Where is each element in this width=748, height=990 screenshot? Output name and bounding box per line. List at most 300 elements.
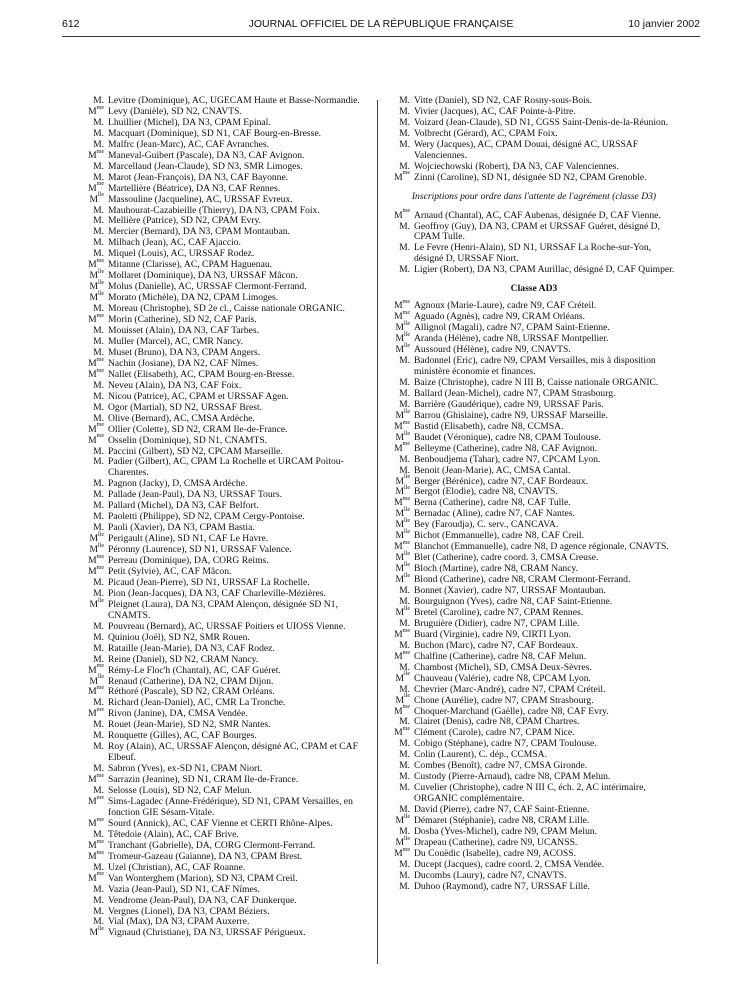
entry-text: Pouvreau (Bernard), AC, URSSAF Poitiers et UIOSS Vienne. [108, 620, 346, 632]
entry-text: Clément (Carole), cadre N7, CPAM Nice. [414, 727, 575, 739]
civility: M. [399, 683, 410, 695]
civility: $M^{me}$ [88, 772, 104, 786]
entry-text: Baudet (Véronique), cadre N8, CPAM Toulouse. [414, 431, 601, 443]
civility: M. [93, 697, 104, 709]
list-item [80, 403, 368, 414]
list-item [80, 871, 368, 885]
list-item [386, 671, 682, 685]
civility: $M^{lle}$ [395, 572, 410, 586]
entry-text: Badonnel (Eric), cadre N9, CPAM Versailles, mis à disposition ministère économie et finances. [414, 355, 656, 377]
civility: M. [399, 105, 410, 117]
entry-text: Vial (Max), DA N3, CPAM Auxerre. [108, 916, 250, 928]
entry-text: Buchon (Marc), cadre N7, CAF Bordeaux. [414, 639, 579, 651]
entry-text: Quiniou (Joël), SD N2, SMR Rouen. [108, 631, 250, 643]
civility: M. [93, 861, 104, 873]
entry-text: Allignol (Magali), cadre N7, CPAM Saint-Etienne. [414, 322, 610, 334]
entry-text: Blond (Catherine), cadre N8, CRAM Clermont-Ferrand. [414, 574, 631, 586]
civility: M. [93, 576, 104, 588]
civility: M. [93, 401, 104, 413]
civility: M. [93, 138, 104, 150]
civility: $M^{lle}$ [395, 507, 410, 520]
entry-text: Vazia (Jean-Paul), SD N1, CAF Nîmes. [108, 883, 260, 895]
civility: $M^{lle}$ [395, 430, 410, 443]
list-item [386, 170, 682, 184]
entry-text: Aguado (Agnès), cadre N9, CRAM Orléans. [414, 311, 586, 323]
civility: $M^{me}$ [88, 367, 104, 380]
list-item [80, 644, 368, 655]
entry-text: Mauhourat-Cazabieille (Thierry), DA N3, CPAM Foix. [108, 204, 320, 216]
entry-text: Mercier (Bernard), DA N3, CPAM Montauban. [108, 226, 290, 238]
entry-text: Wojciechowski (Robert), DA N3, CAF Valenciennes. [414, 160, 619, 172]
civility: $M^{me}$ [88, 553, 104, 567]
entry-text: Levitre (Dominique), AC, UGECAM Haute et Basse-Normandie. [108, 95, 360, 106]
civility: $M^{lle}$ [395, 671, 410, 684]
right-top-list [386, 96, 682, 184]
civility: M. [93, 500, 104, 512]
entry-text: Buard (Virginie), cadre N9, CIRTI Lyon. [414, 628, 571, 640]
civility: M. [93, 741, 104, 753]
entry-text: Dosba (Yves-Michel), cadre N9, CPAM Melun. [414, 826, 598, 837]
civility: M. [93, 511, 104, 523]
list-item [386, 356, 682, 378]
civility: M. [93, 171, 104, 183]
entry-text: Barrou (Ghislaine), cadre N9, URSSAF Marseille. [414, 409, 608, 421]
entry-text: Macquart (Dominique), SD N1, CAF Bourg-en-Bresse. [108, 127, 321, 139]
header-rule [62, 36, 700, 37]
civility: $M^{me}$ [394, 704, 410, 717]
civility: $M^{lle}$ [395, 474, 410, 487]
list-item [80, 422, 368, 436]
entry-text: Volbrecht (Gérard), AC, CPAM Foix. [414, 127, 558, 139]
entry-text: Aussourd (Hélène), cadre N9, CNAVTS. [414, 344, 571, 356]
list-item [80, 173, 368, 184]
entry-text: Colin (Laurent), C. dép., CCMSA. [414, 749, 547, 761]
civility: M. [93, 215, 104, 227]
civility: M. [93, 445, 104, 457]
civility: $M^{me}$ [394, 846, 410, 859]
entry-text: Têtedoie (Alain), AC, CAF Brive. [108, 828, 239, 840]
civility: $M^{me}$ [394, 627, 410, 640]
entry-text: Marcellaud (Jean-Claude), SD N3, SMR Limoges. [108, 160, 303, 172]
civility: $M^{lle}$ [89, 926, 104, 939]
entry-text: Ogor (Martial), SD N2, URSSAF Brest. [108, 401, 263, 413]
entry-text: Réthoré (Pascale), SD N2, CRAM Orléans. [108, 686, 275, 698]
entry-text: Pion (Jean-Jacques), DA N3, CAF Charleville-Mézières. [108, 587, 326, 599]
entry-text: Cuvelier (Christophe), cadre N III C, éch. 2, AC intérimaire, ORGANIC complémentaire. [414, 782, 646, 805]
civility: M. [399, 738, 410, 750]
entry-text: Mellière (Patrice), SD N2, CPAM Evry. [108, 215, 262, 227]
entry-text: Pagnon (Jacky), D, CMSA Ardèche. [108, 478, 248, 490]
list-item [386, 140, 682, 162]
list-item [80, 192, 368, 206]
civility: $M^{me}$ [88, 794, 104, 807]
civility: $M^{me}$ [394, 441, 410, 454]
entry-text: Blanchot (Emmanuelle), cadre N8, D agence régionale, CNAVTS. [414, 541, 669, 553]
civility: $M^{lle}$ [395, 408, 410, 421]
civility: M. [93, 916, 104, 928]
entry-text: Lhuillier (Michel), DA N3, CPAM Epinal. [108, 116, 271, 128]
civility: M. [93, 478, 104, 490]
entry-text: Bourguignon (Yves), cadre N8, CAF Saint-Etienne. [414, 595, 613, 607]
entry-text: Voizard (Jean-Claude), SD N1, CGSS Saint-Denis-de-la-Réunion. [414, 116, 669, 128]
entry-text: Perigault (Aline), SD N1, CAF Le Havre. [108, 533, 269, 545]
civility: M. [93, 116, 104, 128]
list-item [80, 181, 368, 195]
entry-text: Muset (Bruno), DA N3, CPAM Angers. [108, 346, 261, 358]
civility: M. [93, 127, 104, 139]
entry-text: Chambost (Michel), SD, CMSA Deux-Sèvres. [414, 661, 592, 673]
civility: M. [93, 335, 104, 347]
right-column [386, 96, 682, 893]
entry-text: Custody (Pierre-Arnaud), cadre N8, CPAM Melun. [414, 771, 611, 783]
entry-text: Geoffroy (Guy), DA N3, CPAM et URSSAF Guéret, désigné D, CPAM Tulle. [414, 220, 660, 243]
entry-text: Picaud (Jean-Pierre), SD N1, URSSAF La Rochelle. [108, 576, 310, 588]
entry-text: Le Fevre (Henri-Alain), SD N1, URSSAF La Roche-sur-Yon, désigné D, URSSAF Niort. [414, 242, 652, 265]
civility: M. [93, 456, 104, 468]
page-number: 612 [62, 18, 80, 30]
entry-text: Pallade (Jean-Paul), DA N3, URSSAF Tours. [108, 489, 282, 501]
entry-text: Chevrier (Marc-André), cadre N7, CPAM Créteil. [414, 683, 606, 695]
entry-text: Sarrazin (Jeanine), SD N1, CRAM Ile-de-France. [108, 774, 299, 786]
civility: $M^{me}$ [88, 312, 104, 326]
entry-text: Martellière (Béatrice), DA N3, CAF Rennes. [108, 182, 281, 194]
civility: $M^{lle}$ [89, 597, 104, 610]
civility: $M^{lle}$ [395, 835, 410, 848]
civility: M. [93, 390, 104, 402]
civility: M. [399, 760, 410, 772]
civility: $M^{me}$ [88, 433, 104, 446]
civility: M. [399, 387, 410, 399]
civility: M. [93, 587, 104, 599]
entry-text: Rivon (Janine), DA, CMSA Vendée. [108, 708, 248, 720]
civility: M. [399, 661, 410, 673]
civility: M. [399, 464, 410, 476]
entry-text: Perreau (Dominique), DA, CORG Reims. [108, 555, 269, 567]
entry-text: Drapeau (Catherine), cadre N9, UCANSS. [414, 836, 578, 848]
entry-text: Marot (Jean-François), DA N3, CAF Bayonne. [108, 171, 289, 183]
list-item [386, 783, 682, 805]
civility: $M^{me}$ [394, 540, 410, 553]
entry-text: Bergot (Elodie), cadre N8, CNAVTS. [414, 486, 558, 498]
entry-text: Bernadac (Aline), cadre N7, CAF Nantes. [414, 508, 575, 520]
civility: M. [399, 127, 410, 139]
entry-text: Vignaud (Christiane), DA N3, URSSAF Périgueux. [108, 927, 306, 939]
civility: $M^{lle}$ [89, 531, 104, 545]
civility: $M^{me}$ [88, 871, 104, 884]
entry-text: Moreau (Christophe), SD 2e cl., Caisse nationale ORGANIC. [108, 303, 345, 315]
civility: M. [93, 226, 104, 238]
entry-text: Benoit (Jean-Marie), AC, CMSA Cantal. [414, 464, 571, 476]
civility: M. [399, 355, 410, 367]
civility: $M^{me}$ [394, 299, 410, 312]
entry-text: Rouquette (Gilles), AC, CAF Bourges. [108, 730, 257, 742]
civility: $M^{lle}$ [89, 674, 104, 687]
civility: M. [93, 730, 104, 742]
civility: M. [93, 237, 104, 249]
entry-text: Malfrc (Jean-Marc), AC, CAF Avranches. [108, 138, 270, 150]
entry-text: Renaud (Catherine), DA N2, CPAM Dijon. [108, 675, 274, 687]
civility: M. [399, 398, 410, 410]
entry-text: Maneval-Guibert (Pascale), DA N3, CAF Avignon. [108, 149, 305, 161]
entry-text: Bey (Faroudja), C. serv., CANCAVA. [414, 519, 559, 531]
civility: M. [399, 116, 410, 128]
civility: $M^{lle}$ [89, 192, 104, 205]
list-item [80, 794, 368, 819]
civility: M. [399, 880, 410, 892]
entry-text: Bonnet (Xavier), cadre N7, URSSAF Montauban. [414, 585, 606, 597]
entry-text: Chauveau (Valérie), cadre N8, CPCAM Lyon. [414, 672, 591, 684]
list-item [80, 597, 368, 622]
civility: M. [399, 639, 410, 651]
entry-text: Nicou (Patrice), AC, CPAM et URSSAF Agen. [108, 390, 289, 402]
civility: M. [399, 617, 410, 629]
civility: M. [93, 883, 104, 895]
civility: M. [93, 894, 104, 906]
civility: M. [93, 346, 104, 358]
entry-text: Cobigo (Stéphane), cadre N7, CPAM Toulouse. [414, 738, 597, 750]
civility: $M^{me}$ [88, 838, 104, 851]
entry-text: Bloch (Martine), cadre N8, CRAM Nancy. [414, 563, 579, 575]
entry-text: Neveu (Alain), DA N3, CAF Foix. [108, 379, 242, 391]
entry-text: Bruguière (Didier), cadre N7, CPAM Lille. [414, 617, 580, 629]
entry-text: Blet (Catherine), cadre coord. 3, CMSA Creuse. [414, 552, 599, 564]
list-item [386, 663, 682, 674]
civility: $M^{lle}$ [89, 290, 104, 304]
list-item [386, 430, 682, 444]
civility: $M^{lle}$ [395, 693, 410, 706]
entry-text: Ballard (Jean-Michel), cadre N7, CPAM Strasbourg. [414, 387, 616, 399]
list-item [80, 896, 368, 907]
entry-text: Paoli (Xavier), DA N3, CPAM Bastia. [108, 522, 255, 534]
entry-text: Bretel (Caroline), cadre N7, CPAM Rennes. [414, 606, 584, 618]
civility: $M^{me}$ [394, 419, 410, 432]
entry-text: Nachin (Josiane), DA N2, CAF Nîmes. [108, 357, 259, 369]
list-item [80, 742, 368, 764]
page-header [62, 18, 700, 34]
civility: M. [399, 782, 410, 794]
entry-text: Paccini (Gilbert), SD N2, CPCAM Marseille. [108, 445, 283, 457]
civility: $M^{me}$ [88, 258, 104, 271]
civility: $M^{lle}$ [395, 813, 410, 827]
civility: M. [93, 785, 104, 797]
civility: M. [93, 653, 104, 665]
entry-text: Miquel (Louis), AC, URSSAF Rodez. [108, 248, 255, 260]
civility: M. [93, 204, 104, 216]
civility: M. [399, 220, 410, 232]
civility: M. [399, 869, 410, 881]
entry-text: Démaret (Stéphanie), cadre N8, CRAM Lille. [414, 815, 590, 827]
civility: $M^{lle}$ [395, 485, 410, 498]
entry-text: Morin (Catherine), SD N2, CAF Paris. [108, 314, 257, 326]
entry-text: Bastid (Elisabeth), cadre N8, CCMSA. [414, 420, 564, 432]
civility: M. [93, 95, 104, 106]
entry-text: Ligier (Robert), DA N3, CPAM Aurillac, désigné D, CAF Quimper. [414, 264, 675, 276]
civility: $M^{lle}$ [395, 550, 410, 564]
list-item [386, 693, 682, 707]
civility: M. [93, 642, 104, 654]
civility: $M^{lle}$ [395, 561, 410, 575]
right-bottom-list [386, 301, 682, 892]
civility: M. [93, 248, 104, 260]
entry-text: Paoletti (Philippe), SD N2, CPAM Cergy-Pontoise. [108, 511, 305, 523]
civility: $M^{lle}$ [395, 518, 410, 531]
entry-text: Choquer-Marchand (Gaëlle), cadre N8, CAF Evry. [414, 705, 609, 717]
civility: $M^{me}$ [88, 564, 104, 577]
entry-text: Mouisset (Alain), DA N3, CAF Tarbes. [108, 325, 260, 337]
subheading: Inscriptions pour ordre dans l'attente de l'agrément (classe D3) [411, 190, 657, 202]
journal-title: JOURNAL OFFICIEL DE LA RÉPUBLIQUE FRANÇAISE [248, 18, 514, 30]
entry-text: Chalfine (Catherine), cadre N8, CAF Melun. [414, 650, 587, 662]
civility: $M^{lle}$ [395, 320, 410, 334]
column-divider [377, 100, 378, 964]
civility: $M^{lle}$ [89, 280, 104, 293]
entry-text: Agnoux (Marie-Laure), cadre N9, CAF Créteil. [414, 300, 597, 312]
list-item [80, 457, 368, 479]
list-item [80, 433, 368, 447]
entry-text: Muller (Marcel), AC, CMR Nancy. [108, 335, 243, 347]
civility: M. [399, 453, 410, 465]
civility: $M^{me}$ [88, 356, 104, 369]
entry-text: Ducept (Jacques), cadre coord. 2, CMSA Vendée. [414, 858, 605, 870]
civility: M. [93, 828, 104, 840]
entry-text: Osselin (Dominique), SD N1, CNAMTS. [108, 434, 268, 446]
entry-text: Clairet (Denis), cadre N8, CPAM Chartres. [414, 716, 580, 728]
entry-text: Chone (Aurélie), cadre N7, CPAM Strasbourg. [414, 694, 594, 706]
civility: $M^{me}$ [88, 148, 104, 161]
civility: M. [93, 303, 104, 315]
civility: $M^{me}$ [394, 208, 410, 221]
entry-text: Selosse (Louis), SD N2, CAF Melun. [108, 785, 252, 797]
entry-text: Ollier (Colette), SD N2, CRAM Ile-de-France. [108, 423, 288, 435]
civility: $M^{me}$ [88, 104, 104, 117]
civility: $M^{lle}$ [395, 331, 410, 345]
civility: $M^{me}$ [88, 849, 104, 862]
civility: $M^{me}$ [394, 649, 410, 662]
entry-text: Richard (Jean-Daniel), AC, CMR La Tronche. [108, 697, 286, 709]
list-item [386, 441, 682, 455]
entry-text: Pleignet (Laura), DA N3, CPAM Alençon, désignée SD N1, CNAMTS. [108, 598, 338, 621]
civility: $M^{me}$ [394, 496, 410, 509]
civility: M. [399, 138, 410, 150]
civility: M. [399, 160, 410, 172]
civility: $M^{me}$ [88, 707, 104, 720]
civility: M. [93, 160, 104, 172]
list-item [80, 928, 368, 939]
civility: $M^{lle}$ [89, 269, 104, 282]
civility: $M^{lle}$ [395, 529, 410, 542]
civility: M. [93, 620, 104, 632]
entry-text: Milbach (Jean), AC, CAF Ajaccio. [108, 237, 241, 249]
list-item [80, 663, 368, 677]
civility: M. [399, 95, 410, 106]
entry-text: Belleyme (Catherine), cadre N8, CAF Avignon. [414, 442, 598, 454]
entry-text: Combes (Benoît), cadre N7, CMSA Gironde. [414, 760, 588, 772]
entry-text: Péronny (Laurence), SD N1, URSSAF Valence. [108, 544, 292, 556]
entry-text: Aranda (Hélène), cadre N8, URSSAF Montpellier. [414, 333, 609, 345]
list-item [386, 685, 682, 696]
civility: M. [93, 412, 104, 424]
entry-text: Rémy-Le Floc'h (Chantal), AC, CAF Guéret. [108, 664, 281, 676]
list-item [386, 243, 682, 265]
civility: $M^{me}$ [394, 310, 410, 323]
entry-text: Vergnes (Lionel), DA N3, CPAM Béziers. [108, 905, 270, 917]
civility: M. [399, 771, 410, 783]
list-item [386, 455, 682, 466]
entry-text: Benboudjema (Tahar), cadre N7, CPCAM Lyon. [414, 453, 601, 465]
civility: M. [399, 595, 410, 607]
civility: M. [93, 325, 104, 337]
entry-text: Bichot (Emmanuelle), cadre N8, CAF Creil. [414, 530, 584, 542]
civility: $M^{me}$ [88, 663, 104, 676]
list-item [80, 885, 368, 896]
entry-text: Massouline (Jacqueline), AC, URSSAF Evreux. [108, 193, 293, 205]
entry-text: Sabron (Yves), ex-SD N1, CPAM Niort. [108, 763, 263, 775]
civility: M. [93, 489, 104, 501]
entry-text: Vivier (Jacques), AC, CAF Pointe-à-Pitre. [414, 105, 576, 117]
entry-text: Roy (Alain), AC, URSSAF Alençon, désigné AC, CPAM et CAF Elbeuf. [108, 741, 358, 764]
publication-date: 10 janvier 2002 [628, 18, 700, 30]
civility: $M^{me}$ [394, 170, 410, 183]
entry-text: Barrière (Gaudérique), cadre N9, URSSAF Paris. [414, 398, 604, 410]
entry-text: Tromeur-Gazeau (Gaïanne), DA N3, CPAM Brest. [108, 850, 303, 862]
civility: M. [399, 264, 410, 276]
list-item [386, 466, 682, 477]
entry-text: Mitanne (Clarisse), AC, CPAM Haguenau. [108, 259, 273, 271]
entry-text: Petit (Sylvie), AC, CAF Mâcon. [108, 565, 232, 577]
civility: M. [93, 763, 104, 775]
civility: $M^{me}$ [88, 685, 104, 698]
entry-text: Rataille (Jean-Marie), DA N3, CAF Rodez. [108, 642, 275, 654]
list-item [386, 265, 682, 276]
civility: $M^{lle}$ [395, 342, 410, 356]
entry-text: Van Wonterghem (Marion), SD N3, CPAM Creil. [108, 872, 298, 884]
civility: $M^{me}$ [394, 726, 410, 739]
entry-text: Wery (Jacques), AC, CPAM Douai, désigné AC, URSSAF Valenciennes. [414, 138, 639, 161]
entry-text: Mollaret (Dominique), DA N3, URSSAF Mâcon. [108, 270, 298, 282]
entry-text: Padier (Gilbert), AC, CPAM La Rochelle et URCAM Poitou-Charentes. [108, 456, 344, 479]
entry-text: Baize (Christophe), cadre N III B, Caisse nationale ORGANIC. [414, 376, 659, 388]
entry-text: Ducombs (Laury), cadre N7, CNAVTS. [414, 869, 567, 881]
civility: M. [93, 905, 104, 917]
list-item [80, 655, 368, 666]
entry-text: Sims-Lagadec (Anne-Frédérique), SD N1, CPAM Versailles, en fonction GIE Sésam-Vitale. [108, 796, 353, 818]
entry-text: Olive (Bernard), AC, CMSA Ardèche. [108, 412, 255, 424]
entry-text: Tranchant (Gabrielle), DA, CORG Clermont-Ferrand. [108, 839, 316, 851]
civility: M. [399, 749, 410, 761]
list-item [386, 222, 682, 244]
civility: M. [399, 376, 410, 388]
right-mid-list [386, 208, 682, 277]
civility: $M^{lle}$ [89, 542, 104, 556]
civility: M. [93, 379, 104, 391]
civility: M. [93, 522, 104, 534]
entry-text: Levy (Danièle), SD N2, CNAVTS. [108, 105, 242, 117]
list-item [80, 414, 368, 425]
entry-text: Rouet (Jean-Marie), SD N2, SMR Nantes. [108, 719, 271, 731]
entry-text: Reine (Daniel), SD N2, CRAM Nancy. [108, 653, 259, 665]
civility: $M^{lle}$ [395, 605, 410, 618]
civility: M. [399, 804, 410, 816]
entry-text: Pallard (Michel), DA N3, CAF Belfort. [108, 500, 259, 512]
entry-text: Duhoo (Raymond), cadre N7, URSSAF Lille. [414, 880, 590, 892]
civility: M. [399, 242, 410, 254]
entry-text: David (Pierre), cadre N7, CAF Saint-Etienne. [414, 804, 590, 816]
entry-text: Uzel (Christian), AC, CAF Roanne. [108, 861, 246, 873]
civility: $M^{me}$ [88, 422, 104, 435]
list-item [386, 882, 682, 893]
entry-text: Vitte (Daniel), SD N2, CAF Rosny-sous-Bois. [414, 95, 592, 106]
left-column [80, 96, 368, 939]
